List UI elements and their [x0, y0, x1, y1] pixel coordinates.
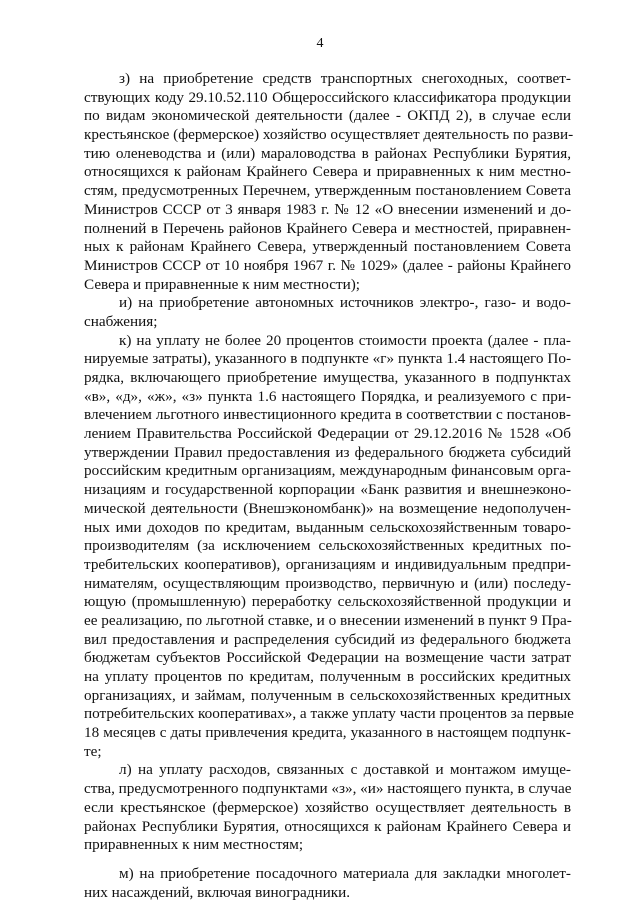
- text-line: низациям и государственной корпорации «Банк развития и внешнеэконо-: [84, 481, 571, 499]
- text-line: относящихся к районам Крайнего Севера и приравненных к ним местно-: [84, 163, 571, 181]
- text-line: если крестьянское (фермерское) хозяйство осуществляет деятельность в: [84, 798, 571, 816]
- text-line: ющую (промышленную) переработку сельскохозяйственной продукции и: [84, 593, 571, 611]
- text-line: крестьянское (фермерское) хозяйство осуществляет деятельность по разви-: [84, 126, 574, 144]
- text-line: и) на приобретение автономных источников электро-, газо- и водо-: [119, 294, 571, 312]
- text-line: ее реализацию, по льготной ставке, и о внесении изменений в пункт 9 Пра-: [84, 611, 572, 629]
- text-line: ствующих коду 29.10.52.110 Общероссийского классификатора продукции: [84, 88, 571, 106]
- paragraph-gap: [84, 855, 571, 865]
- text-line: бюджетам субъектов Российской Федерации на возмещение части затрат: [84, 649, 571, 667]
- text-line: организациях, и займам, полученным в сельскохозяйственных кредитных: [84, 686, 571, 704]
- text-line: полнений в Перечень районов Крайнего Севера и местностей, приравнен-: [84, 219, 571, 237]
- text-line: по видам экономической деятельности (далее - ОКПД 2), в случае если: [84, 107, 571, 125]
- document-body: [84, 70, 574, 902]
- paragraph-l: [84, 761, 571, 854]
- text-line: лением Правительства Российской Федерации от 29.12.2016 № 1528 «Об: [84, 425, 571, 443]
- text-line: стям, предусмотренных Перечнем, утвержденным постановлением Совета: [84, 182, 571, 200]
- text-line: потребительских кооперативах», а также уплату части процентов за первые: [84, 705, 574, 723]
- text-line: вил предоставления и распределения субсидий из федерального бюджета: [84, 630, 571, 648]
- text-line: на уплату процентов по кредитам, полученным в российских кредитных: [84, 668, 571, 685]
- text-line: мической деятельности (Внешэкономбанк)» на возмещение недополучен-: [84, 499, 571, 517]
- paragraph-z: [84, 70, 574, 294]
- text-line: нируемые затраты), указанного в подпункте «г» пункта 1.4 настоящего По-: [84, 350, 571, 368]
- text-line: ных ими доходов по кредитам, выданным сельскохозяйственным товаро-: [84, 518, 571, 536]
- text-line: снабжения;: [84, 312, 158, 330]
- text-line: тию оленеводства и (или) мараловодства в районах Республики Бурятия,: [84, 144, 571, 162]
- text-line: м) на приобретение посадочного материала для закладки многолет-: [119, 864, 571, 882]
- text-line: Севера и приравненные к ним местности);: [84, 275, 360, 293]
- text-line: требительских кооперативов), организациям и индивидуальным предпри-: [84, 555, 571, 573]
- text-line: российским кредитным организациям, международным финансовым орга-: [84, 462, 571, 480]
- text-line: нимателям, осуществляющим производство, первичную и (или) последу-: [84, 574, 571, 592]
- paragraph-m: [84, 865, 571, 902]
- text-line: л) на уплату расходов, связанных с доставкой и монтажом имуще-: [119, 761, 571, 779]
- text-line: к) на уплату не более 20 процентов стоимости проекта (далее - пла-: [119, 331, 571, 349]
- text-line: районах Республики Бурятия, относящихся к районам Крайнего Севера и: [84, 817, 571, 835]
- text-line: те;: [84, 742, 102, 760]
- text-line: утверждении Правил предоставления из федерального бюджета субсидий: [84, 443, 571, 461]
- text-line: 18 месяцев с даты привлечения кредита, указанного в настоящем подпунк-: [84, 724, 571, 742]
- text-line: рядка, включающего приобретение имущества, указанного в подпунктах: [84, 369, 571, 386]
- text-line: них насаждений, включая виноградники.: [84, 883, 351, 901]
- text-line: производителям (за исключением сельскохозяйственных кредитных по-: [84, 537, 571, 555]
- page-number: 4: [316, 36, 324, 51]
- text-line: Министров СССР от 10 ноября 1967 г. № 1029» (далее - районы Крайнего: [84, 256, 571, 274]
- text-line: влечением льготного инвестиционного кредита в соответствии с постанов-: [84, 406, 571, 424]
- paragraph-i: [84, 294, 571, 331]
- text-line: Министров СССР от 3 января 1983 г. № 12 «О внесении изменений и до-: [84, 200, 571, 218]
- text-line: з) на приобретение средств транспортных снегоходных, соответ-: [119, 70, 571, 87]
- text-line: ных к районам Крайнего Севера, утвержденный постановлением Совета: [84, 238, 571, 256]
- text-line: приравненных к ним местностям;: [84, 836, 304, 854]
- text-line: ства, предусмотренного подпунктами «з», «и» настоящего пункта, в случае: [84, 780, 572, 798]
- text-line: «в», «д», «ж», «з» пункта 1.6 настоящего Порядка, и реализуемого с при-: [84, 387, 571, 405]
- paragraph-k: [84, 331, 574, 762]
